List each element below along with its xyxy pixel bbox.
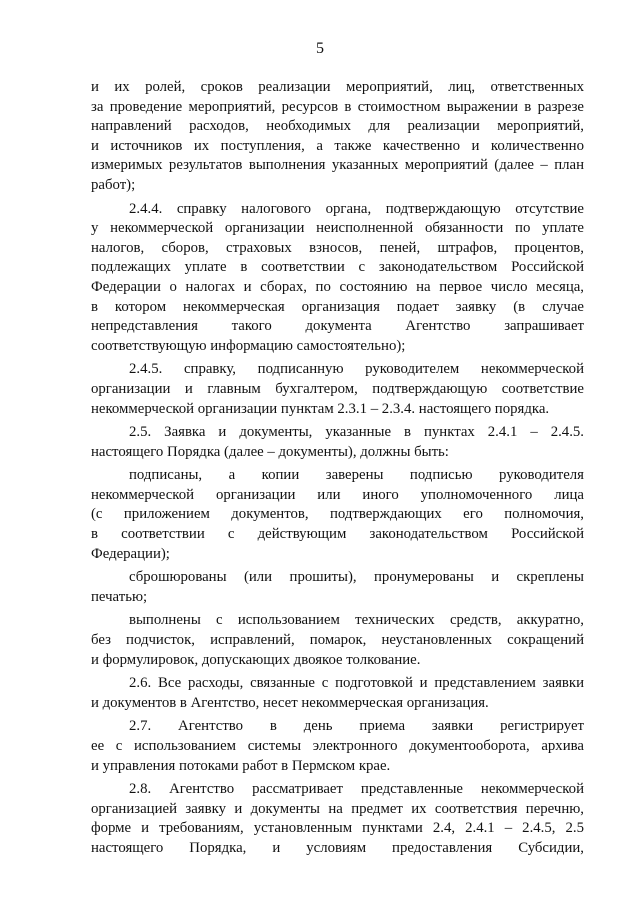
text-line: измеримых результатов выполнения указанных мероприятий (далее – план bbox=[91, 157, 584, 174]
text-line: соответствующую информацию самостоятельно); bbox=[91, 337, 406, 354]
text-line: (с приложением документов, подтверждающих его полномочия, bbox=[91, 506, 584, 523]
text-line: сброшюрованы (или прошиты), пронумерованы и скреплены bbox=[129, 569, 584, 586]
text-line: налогов, сборов, страховых взносов, пеней, штрафов, процентов, bbox=[91, 239, 584, 256]
text-line: печатью; bbox=[91, 588, 148, 605]
text-line: без подчисток, исправлений, помарок, неустановленных сокращений bbox=[91, 632, 584, 649]
text-line: у некоммерческой организации неисполненной обязанности по уплате bbox=[91, 220, 584, 237]
text-line: настоящего Порядка, и условиям предоставления Субсидии, bbox=[91, 839, 584, 856]
text-line: непредставления такого документа Агентство запрашивает bbox=[91, 318, 584, 335]
text-line: в соответствии с действующим законодательством Российской bbox=[91, 526, 584, 543]
text-line: 2.8. Агентство рассматривает представленные некоммерческой bbox=[129, 781, 584, 798]
text-line: 2.4.5. справку, подписанную руководителем некоммерческой bbox=[129, 361, 584, 378]
text-line: и их ролей, сроков реализации мероприятий, лиц, ответственных bbox=[91, 79, 584, 95]
text-line: 2.7. Агентство в день приема заявки регистрирует bbox=[129, 718, 584, 735]
text-line: подлежащих уплате в соответствии с законодательством Российской bbox=[91, 259, 584, 276]
text-line: 2.5. Заявка и документы, указанные в пунктах 2.4.1 – 2.4.5. bbox=[129, 424, 584, 441]
text-line: организации и главным бухгалтером, подтверждающую соответствие bbox=[91, 380, 584, 397]
text-line: и управления потоками работ в Пермском крае. bbox=[91, 757, 391, 774]
text-line: некоммерческой организации или иного уполномоченного лица bbox=[91, 486, 584, 503]
text-line: организацией заявку и документы на предмет их соответствия перечню, bbox=[91, 800, 584, 817]
text-line: и документов в Агентство, несет некоммерческая организация. bbox=[91, 694, 489, 711]
text-line: работ); bbox=[91, 176, 136, 193]
page-number: 5 bbox=[316, 40, 324, 57]
text-line: некоммерческой организации пунктам 2.3.1 – 2.3.4. настоящего порядка. bbox=[91, 400, 550, 417]
text-line: за проведение мероприятий, ресурсов в стоимостном выражении в разрезе bbox=[91, 98, 584, 115]
text-line: подписаны, а копии заверены подписью руководителя bbox=[129, 467, 584, 484]
text-line: настоящего Порядка (далее – документы), должны быть: bbox=[91, 443, 449, 460]
text-line: выполнены с использованием технических средств, аккуратно, bbox=[129, 612, 584, 629]
text-line: Федерации о налогах и сборах, по состоянию на первое число месяца, bbox=[91, 278, 584, 295]
text-line: и источников их поступления, а также качественно и количественно bbox=[91, 137, 584, 154]
text-line: 2.4.4. справку налогового органа, подтверждающую отсутствие bbox=[129, 200, 584, 217]
text-line: 2.6. Все расходы, связанные с подготовкой и представлением заявки bbox=[129, 675, 584, 692]
text-line: Федерации); bbox=[91, 545, 170, 562]
text-line: форме и требованиям, установленным пунктами 2.4, 2.4.1 – 2.4.5, 2.5 bbox=[91, 820, 584, 837]
text-line: направлений расходов, необходимых для реализации мероприятий, bbox=[91, 118, 584, 135]
text-line: ее с использованием системы электронного документооборота, архива bbox=[91, 738, 584, 754]
text-line: и формулировок, допускающих двоякое толкование. bbox=[91, 651, 421, 668]
document-body bbox=[91, 78, 584, 859]
text-line: в котором некоммерческая организация подает заявку (в случае bbox=[91, 298, 584, 315]
